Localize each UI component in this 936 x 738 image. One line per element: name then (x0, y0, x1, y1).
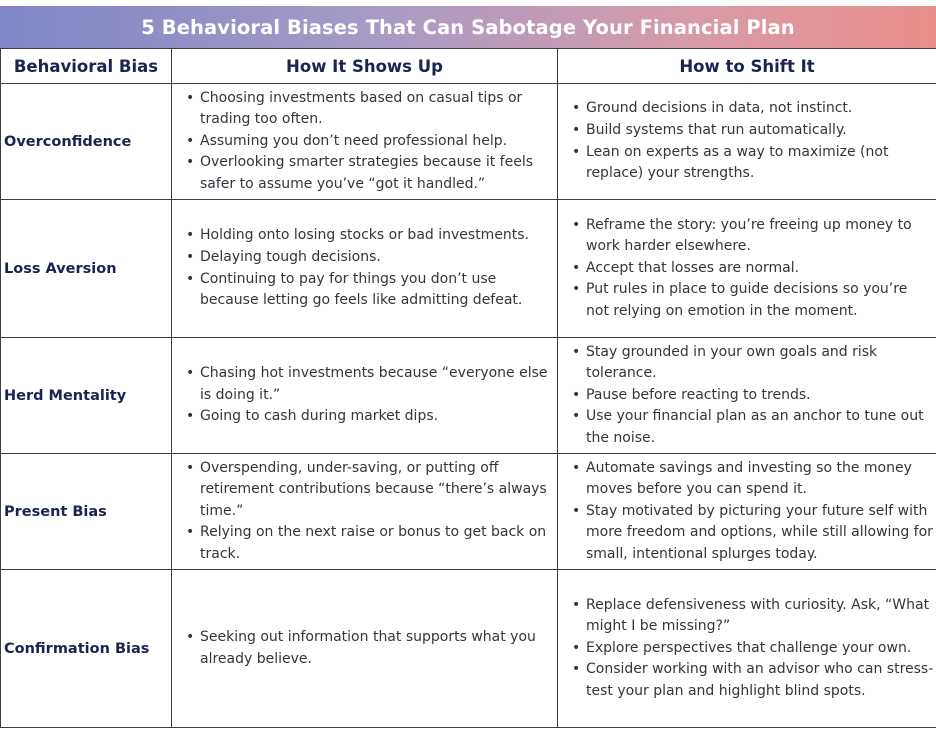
table-row (1, 454, 936, 570)
list-item: • Going to cash during market dips. (186, 406, 555, 428)
bias-name: Herd Mentality (1, 338, 172, 454)
bias-name: Overconfidence (1, 84, 172, 200)
list-item: • Seeking out information that supports what you already believe. (186, 627, 555, 670)
shows-up-cell (172, 570, 558, 728)
list-item: • Stay grounded in your own goals and risk tolerance. (572, 342, 934, 385)
list-item: • Pause before reacting to trends. (572, 385, 934, 407)
list-item: • Put rules in place to guide decisions so you’re not relying on emotion in the moment. (572, 279, 934, 322)
list-item: • Stay motivated by picturing your future self with more freedom and options, while still allowing for small, intentional splurges today. (572, 501, 934, 566)
list-item: • Replace defensiveness with curiosity. Ask, “What might I be missing?” (572, 595, 934, 638)
shows-up-cell (172, 200, 558, 338)
shift-cell (558, 570, 936, 728)
shift-cell (558, 200, 936, 338)
shows-up-cell (172, 338, 558, 454)
bias-name: Loss Aversion (1, 200, 172, 338)
list-item: • Reframe the story: you’re freeing up money to work harder elsewhere. (572, 215, 934, 258)
table-row (1, 200, 936, 338)
list-item: • Build systems that run automatically. (572, 120, 934, 142)
shift-cell (558, 338, 936, 454)
bias-name: Present Bias (1, 454, 172, 570)
list-item: • Consider working with an advisor who can stress-test your plan and highlight blind spots. (572, 659, 934, 702)
shows-up-cell (172, 454, 558, 570)
list-item: • Choosing investments based on casual tips or trading too often. (186, 88, 555, 131)
bias-name: Confirmation Bias (1, 570, 172, 728)
title-text: 5 Behavioral Biases That Can Sabotage Your Financial Plan (141, 15, 795, 39)
list-item: • Accept that losses are normal. (572, 258, 934, 280)
list-item: • Relying on the next raise or bonus to get back on track. (186, 522, 555, 565)
list-item: • Overspending, under-saving, or putting off retirement contributions because “there’s always time.” (186, 458, 555, 523)
list-item: • Lean on experts as a way to maximize (not replace) your strengths. (572, 142, 934, 185)
list-item: • Holding onto losing stocks or bad investments. (186, 225, 555, 247)
table-row (1, 84, 936, 200)
list-item: • Use your financial plan as an anchor to tune out the noise. (572, 406, 934, 449)
list-item: • Delaying tough decisions. (186, 247, 555, 269)
shift-list (572, 595, 934, 703)
shows-up-list (186, 363, 555, 428)
shift-list (572, 215, 934, 323)
shift-list (572, 98, 934, 184)
shows-up-list (186, 225, 555, 311)
header-bias: Behavioral Bias (1, 49, 172, 84)
list-item: • Assuming you don’t need professional help. (186, 131, 555, 153)
table-row (1, 338, 936, 454)
list-item: • Continuing to pay for things you don’t use because letting go feels like admitting defeat. (186, 269, 555, 312)
list-item: • Chasing hot investments because “everyone else is doing it.” (186, 363, 555, 406)
shift-cell (558, 84, 936, 200)
list-item: • Ground decisions in data, not instinct. (572, 98, 934, 120)
table-row (1, 570, 936, 728)
shows-up-cell (172, 84, 558, 200)
list-item: • Automate savings and investing so the money moves before you can spend it. (572, 458, 934, 501)
shift-cell (558, 454, 936, 570)
header-shows-up: How It Shows Up (172, 49, 558, 84)
shows-up-list (186, 88, 555, 196)
shift-list (572, 458, 934, 566)
header-row (1, 49, 936, 84)
shows-up-list (186, 627, 555, 670)
list-item: • Explore perspectives that challenge your own. (572, 638, 934, 660)
list-item: • Overlooking smarter strategies because it feels safer to assume you’ve “got it handled.” (186, 152, 555, 195)
shows-up-list (186, 458, 555, 566)
page-title (0, 6, 936, 48)
shift-list (572, 342, 934, 450)
bias-table (0, 48, 936, 728)
header-shift: How to Shift It (558, 49, 936, 84)
